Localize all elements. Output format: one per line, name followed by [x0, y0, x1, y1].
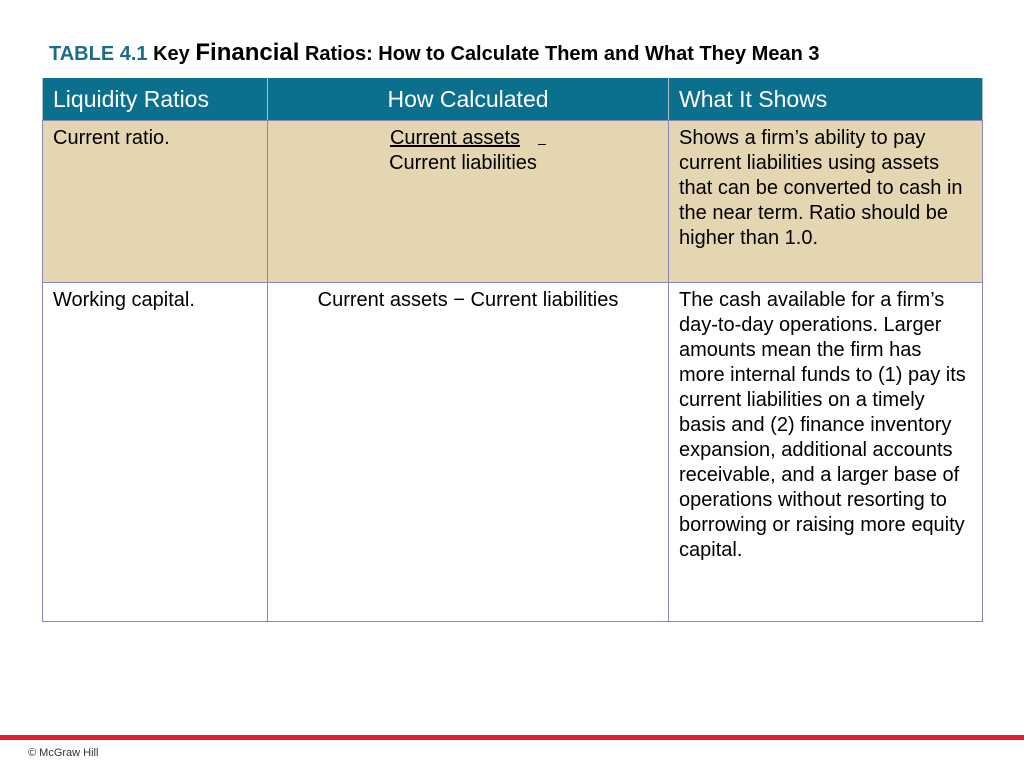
slide-title — [49, 38, 819, 69]
ratios-table-container — [42, 78, 982, 622]
header-what-it-shows: What It Shows — [669, 78, 983, 121]
ratio-name-cell: Current ratio. — [43, 121, 268, 283]
header-how-calculated: How Calculated — [268, 78, 669, 121]
fraction-line-tail — [538, 126, 546, 145]
ratios-table — [42, 78, 983, 622]
title-text-1: Key — [147, 43, 196, 65]
copyright-text: © McGraw Hill — [28, 747, 99, 759]
footer-divider — [0, 735, 1024, 740]
formula-cell — [268, 121, 669, 283]
title-text-3: Ratios: How to Calculate Them and What They Mean — [299, 43, 809, 65]
table-header-row — [43, 78, 983, 121]
table-row — [43, 283, 983, 622]
title-text-2: Financial — [195, 39, 300, 66]
header-liquidity-ratios: Liquidity Ratios — [43, 78, 268, 121]
formula-denominator: Current liabilities — [389, 152, 537, 174]
meaning-cell: Shows a firm’s ability to pay current liabilities using assets that can be converted to cash in the near term. Ratio should be higher than 1.0. — [669, 121, 983, 283]
table-row — [43, 121, 983, 283]
meaning-cell: The cash available for a firm’s day-to-day operations. Larger amounts mean the firm has more internal funds to (1) pay its current liabilities on a timely basis and (2) finance inventory expansion, additional accounts receivable, and a larger base of operations without resorting to borrowing or raising more equity capital. — [669, 283, 983, 622]
formula-numerator: Current assets — [389, 127, 521, 149]
ratio-name-cell: Working capital. — [43, 283, 268, 622]
formula-cell: Current assets − Current liabilities — [268, 283, 669, 622]
table-number: TABLE 4.1 — [49, 43, 148, 65]
page-number: 3 — [808, 43, 820, 65]
